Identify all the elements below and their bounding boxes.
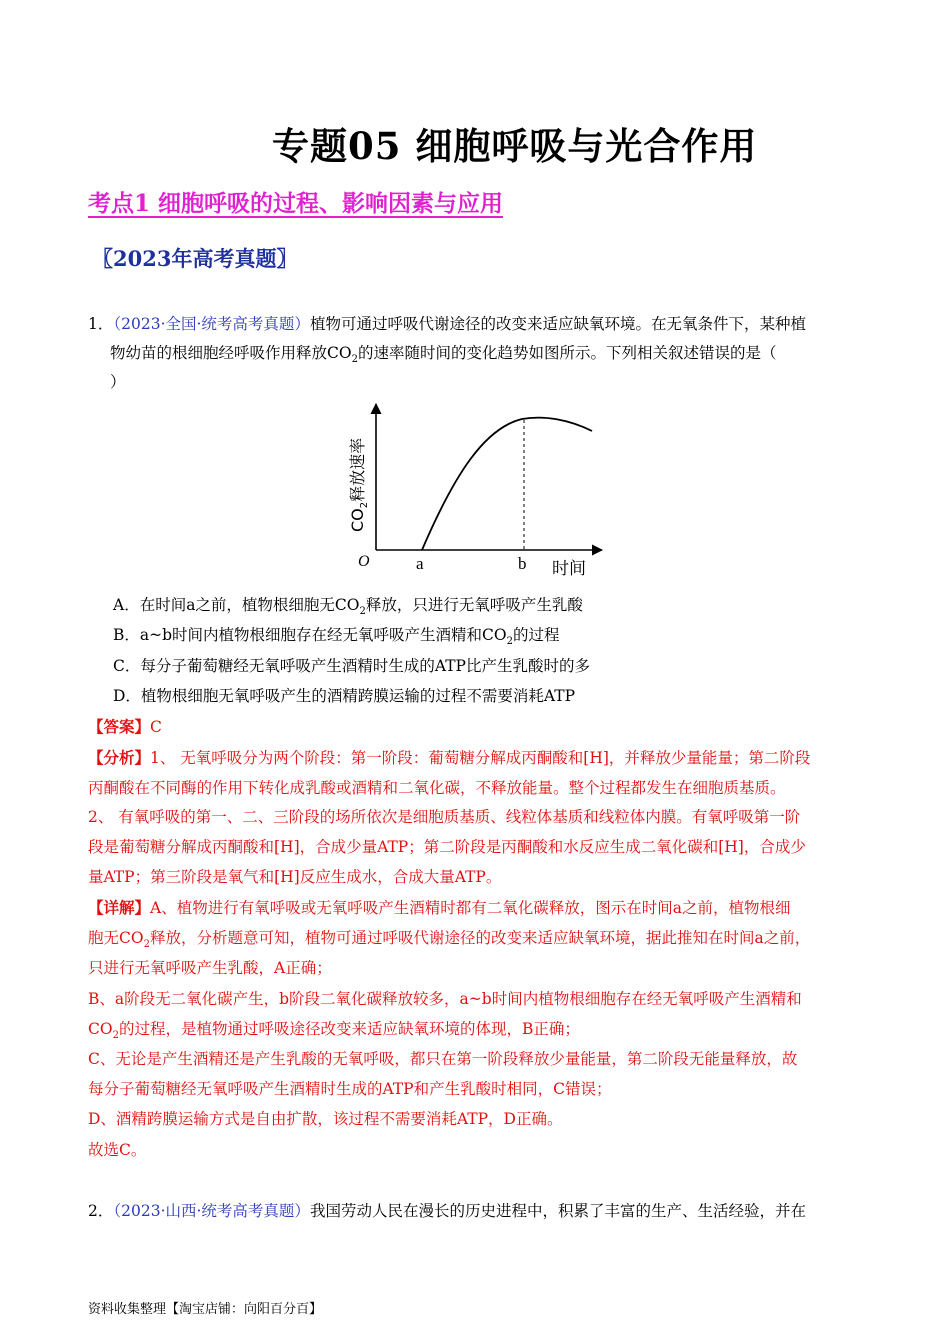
detail-line5: $CO_2$的过程，是植物通过呼吸途径改变来适应缺氧环境的体现，B正确； [88, 1020, 580, 1042]
detail-line9: 故选C。 [88, 1141, 147, 1159]
detail-line2: 胞无$CO_2$释放，分析题意可知，植物可通过呼吸代谢途径的改变来适应缺氧环境，据此推知在时间a之前， [88, 929, 811, 951]
detail-line1: 【详解】A、植物进行有氧呼吸或无氧呼吸产生酒精时都有二氧化碳释放，图示在时间a之前，植物根细 [88, 898, 791, 917]
section-heading: 考点1 细胞呼吸的过程、影响因素与应用 [88, 190, 504, 217]
analysis-line5: 量ATP；第三阶段是氧气和[H]反应生成水，合成大量ATP。 [88, 868, 502, 886]
option-b[interactable]: B．a~b时间内植物根细胞存在经无氧呼吸产生酒精和$CO_2$的过程 [113, 626, 560, 648]
q2-text: 我国劳动人民在漫长的历史进程中，积累了丰富的生产、生活经验，并在 [309, 1202, 806, 1220]
footer-credit: 资料收集整理【淘宝店铺：向阳百分百】 [88, 1302, 323, 1317]
analysis-label: 【分析】 [88, 748, 151, 767]
q1-number: 1． [88, 315, 114, 333]
option-a[interactable]: A．在时间a之前，植物根细胞无$CO_2$释放，只进行无氧呼吸产生乳酸 [113, 596, 583, 618]
detail-label: 【详解】 [88, 898, 151, 917]
analysis-line1: 【分析】1、 无氧呼吸分为两个阶段：第一阶段：葡萄糖分解成丙酮酸和[H]，并释放少量能量；第二阶段 [88, 748, 811, 767]
q2-source: （2023·山西·统考高考真题） [113, 1202, 310, 1220]
q1-source: （2023·全国·统考高考真题） [113, 315, 310, 333]
origin-label: O [358, 553, 370, 570]
q1-line2: 物幼苗的根细胞经呼吸作用释放$CO_2$的速率随时间的变化趋势如图所示。下列相关叙述错误的是（ [110, 344, 777, 366]
q2-line1 [88, 1200, 806, 1222]
x-axis-label: 时间 [552, 559, 586, 579]
analysis-line4: 段是葡萄糖分解成丙酮酸和[H]，合成少量ATP；第二阶段是丙酮酸和水反应生成二氧化碳和[H]，合成少 [88, 838, 806, 856]
co2-curve [422, 418, 592, 550]
subsection-heading: 〖2023年高考真题〗 [92, 246, 298, 271]
tick-a-label: a [416, 554, 424, 573]
answer-label: 【答案】 [88, 717, 151, 736]
detail-line6: C、无论是产生酒精还是产生乳酸的无氧呼吸，都只在第一阶段释放少量能量，第二阶段无能量释放，故 [88, 1050, 798, 1068]
option-c[interactable]: C．每分子葡萄糖经无氧呼吸产生酒精时生成的ATP比产生乳酸时的多 [113, 657, 590, 675]
analysis-line3: 2、 有氧呼吸的第一、二、三阶段的场所依次是细胞质基质、线粒体基质和线粒体内膜。有氧呼吸第一阶 [88, 808, 801, 826]
tick-b-label: b [518, 554, 527, 573]
y-axis-label: $CO_2$释放速率 [348, 437, 370, 532]
q1-text1: 植物可通过呼吸代谢途径的改变来适应缺氧环境。在无氧条件下，某种植 [309, 315, 806, 333]
co2-release-chart [340, 398, 620, 583]
option-d[interactable]: D．植物根细胞无氧呼吸产生的酒精跨膜运输的过程不需要消耗ATP [113, 687, 576, 705]
detail-line8: D、酒精跨膜运输方式是自由扩散，该过程不需要消耗ATP，D正确。 [88, 1110, 563, 1128]
analysis-line2: 丙酮酸在不同酶的作用下转化成乳酸或酒精和二氧化碳，不释放能量。整个过程都发生在细胞质基质。 [88, 779, 786, 797]
page-title: 专题05 细胞呼吸与光合作用 [272, 124, 758, 168]
q1-line1 [88, 313, 806, 335]
detail-line3: 只进行无氧呼吸产生乳酸，A正确； [88, 959, 332, 977]
detail-line4: B、a阶段无二氧化碳产生，b阶段二氧化碳释放较多，a~b时间内植物根细胞存在经无氧呼吸产生酒精和 [88, 990, 802, 1008]
answer-line [88, 716, 162, 738]
answer-value: C [150, 718, 162, 736]
q2-number: 2． [88, 1202, 114, 1220]
detail-line7: 每分子葡萄糖经无氧呼吸产生酒精时生成的ATP和产生乳酸时相同，C错误； [88, 1080, 612, 1098]
q1-line3: ） [110, 373, 126, 391]
